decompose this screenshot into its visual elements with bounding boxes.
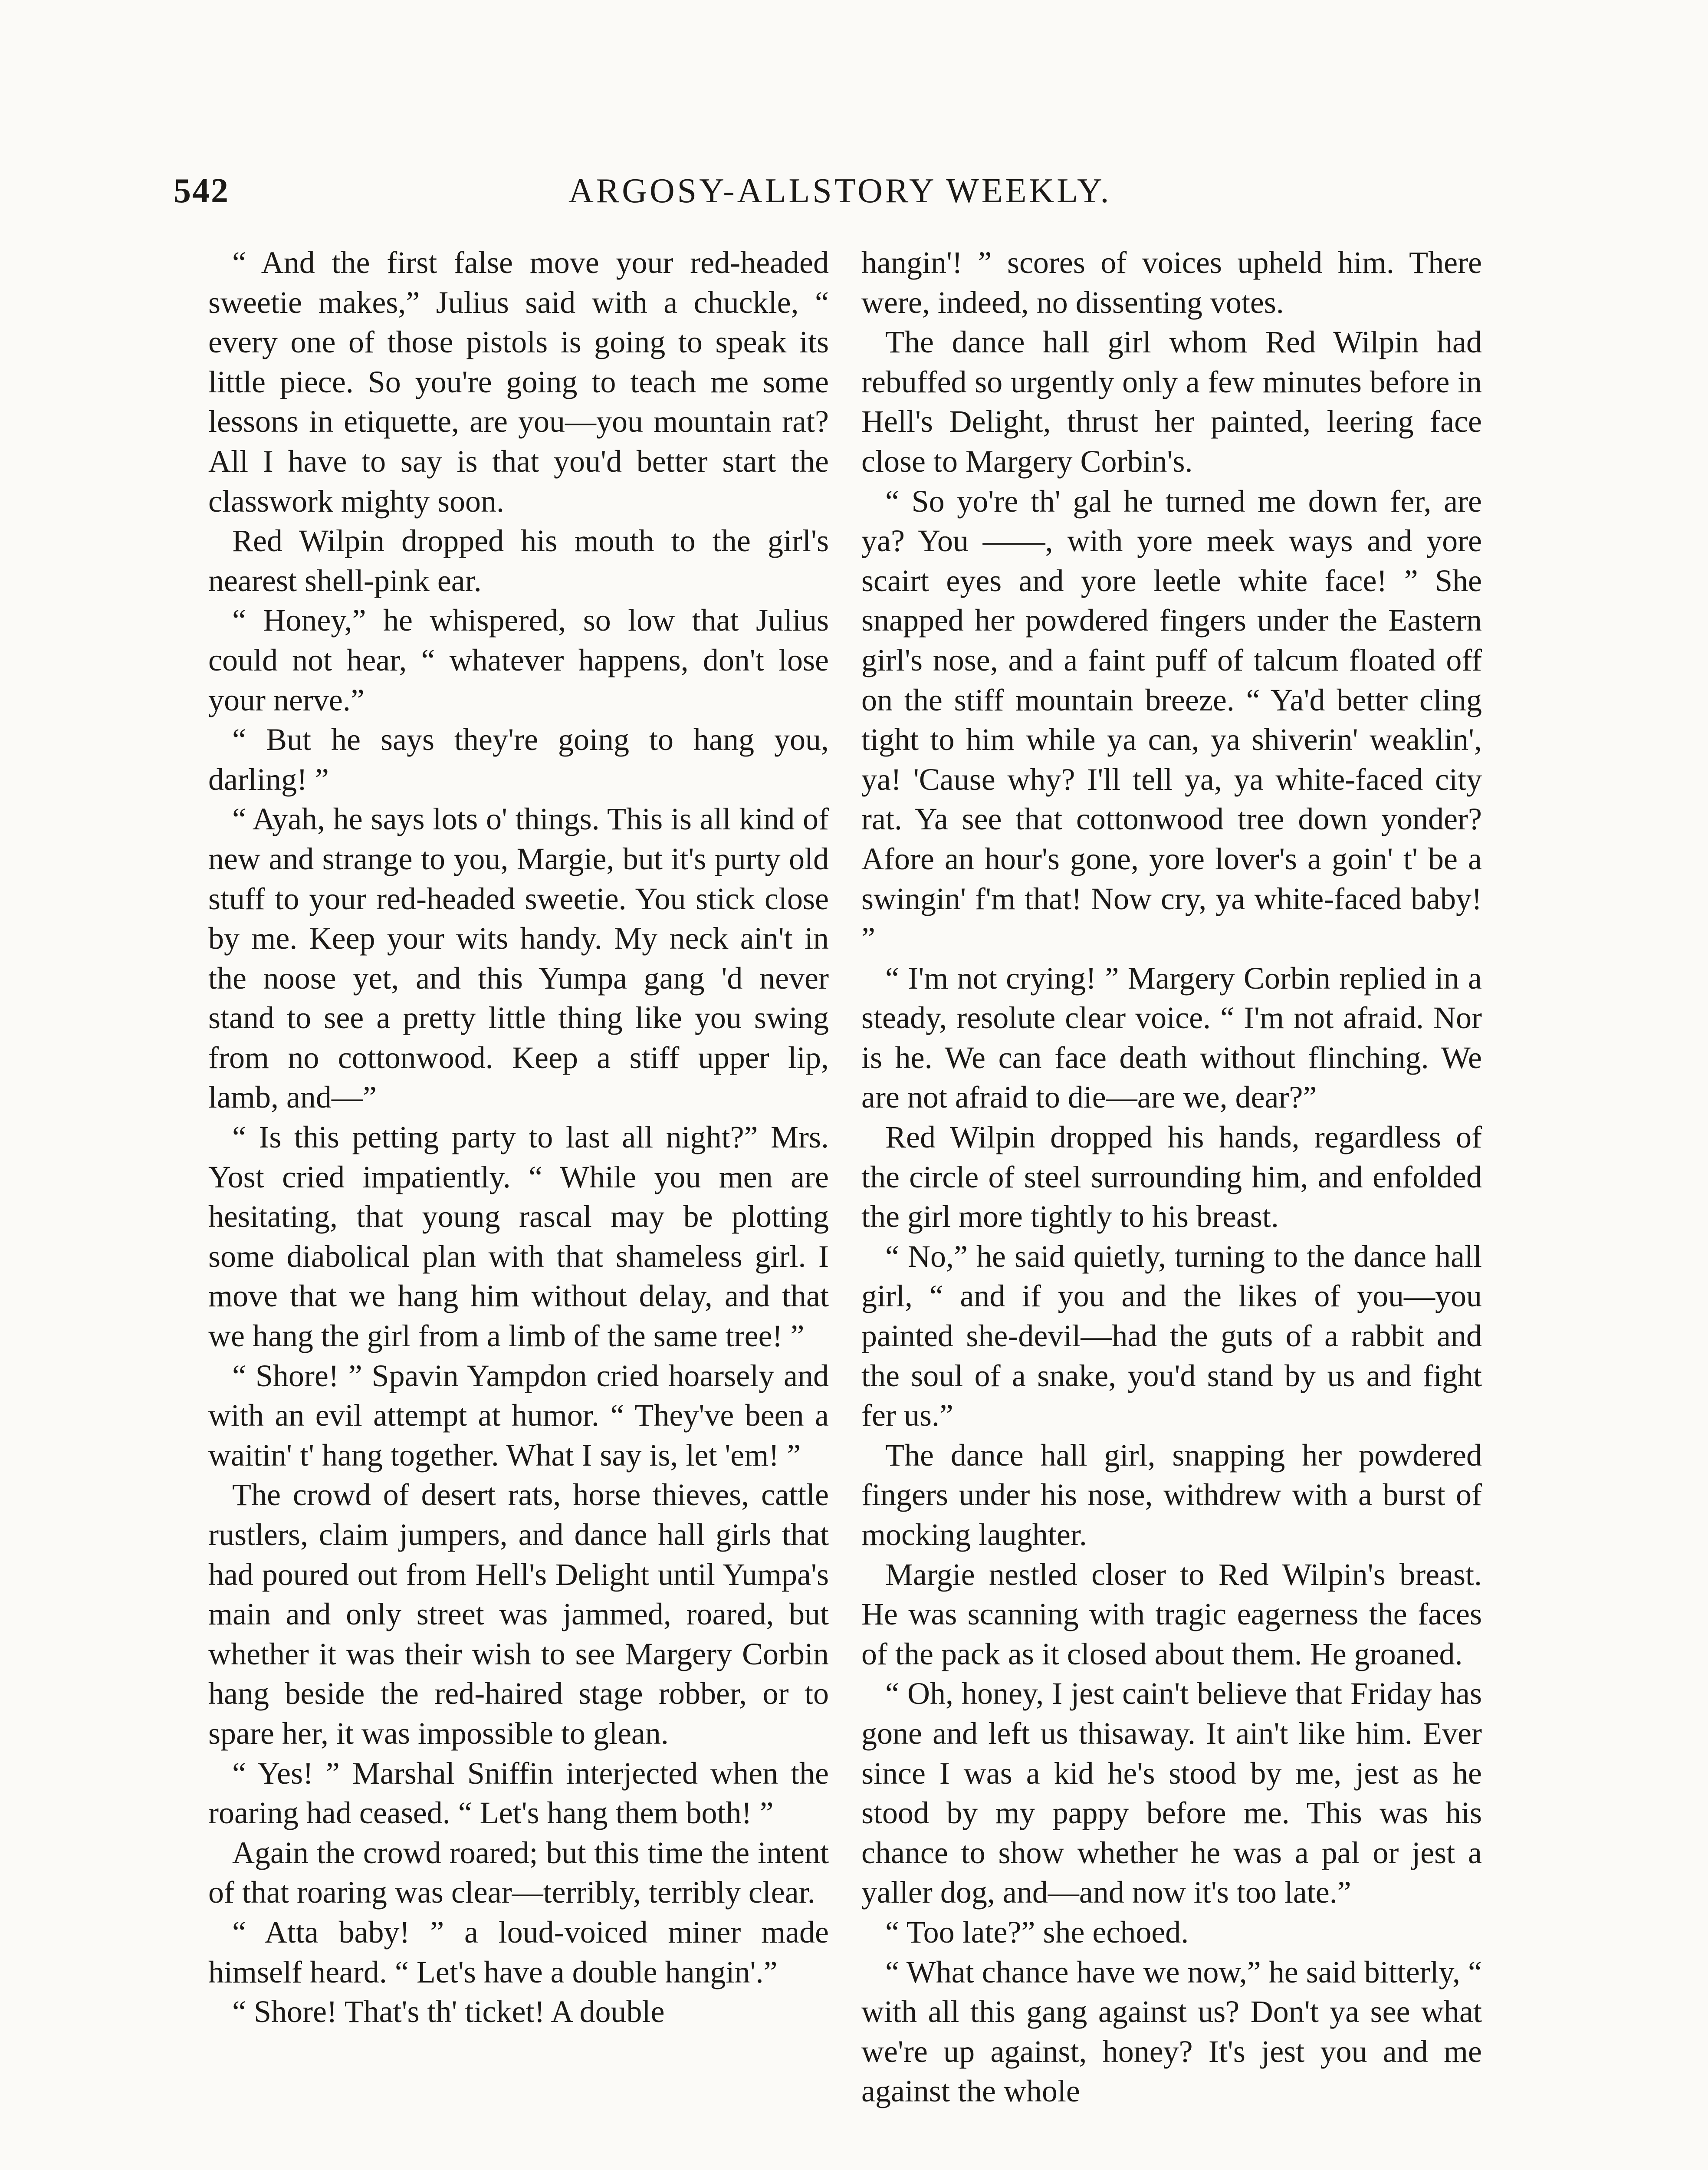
paragraph: “ Too late?” she echoed. — [885, 1914, 1189, 1950]
paragraph: “ No,” he said quietly, turning to the dance hall girl, “ and if you and the likes of you—you painted she-devil—had the guts of a rabbit and the soul of a snake, you'd stand by us and fight fer us.” — [861, 1239, 1482, 1433]
paragraph: “ Honey,” he whispered, so low that Julius could not hear, “ whatever happens, don't lose your nerve.” — [208, 603, 829, 717]
paragraph: “ So yo're th' gal he turned me down fer, are ya? You ——, with yore meek ways and yore scairt eyes and yore leetle white face! ” She snapped her powdered fingers under the Eastern girl's nose, and a faint puff of talcum floated off on the stiff mountain breeze. “ Ya'd better cling tight to him while ya can, ya shiverin' weaklin', ya! 'Cause why? I'll tell ya, ya white-faced city rat. Ya see that cottonwood tree down yonder? Afore an hour's gone, yore lover's a goin' t' be a swingin' f'm that! Now cry, ya white-faced baby! ” — [861, 483, 1482, 956]
paragraph: “ But he says they're going to hang you, darling! ” — [208, 722, 829, 797]
running-head: ARGOSY-ALLSTORY WEEKLY. — [568, 172, 1112, 210]
paragraph: “ Oh, honey, I jest cain't believe that Friday has gone and left us thisaway. It ain't like him. Ever since I was a kid he's stood by me, jest as he stood by my pappy before me. This was his chance to show whether he was a pal or jest a yaller dog, and—and now it's too late.” — [861, 1676, 1482, 1910]
paragraph: “ I'm not crying! ” Margery Corbin replied in a steady, resolute clear voice. “ I'm not afraid. Nor is he. We can face death without flinching. We are not afraid to die—are we, dear?” — [861, 960, 1482, 1115]
paragraph: “ What chance have we now,” he said bitterly, “ with all this gang against us? Don't ya see what we're up against, honey? It's jest you and me against the whole — [861, 1954, 1482, 2109]
paragraph: Again the crowd roared; but this time the intent of that roaring was clear—terribly, terribly clear. — [208, 1835, 829, 1910]
paragraph: Margie nestled closer to Red Wilpin's breast. He was scanning with tragic eagerness the faces of the pack as it closed about them. He groaned. — [861, 1557, 1482, 1671]
paragraph: “ Is this petting party to last all night?” Mrs. Yost cried impatiently. “ While you men are hesitating, that young rascal may be plotting some diabolical plan with that shameless girl. I move that we hang him without delay, and that we hang the girl from a limb of the same tree! ” — [208, 1120, 829, 1354]
paragraph: “ Shore! ” Spavin Yampdon cried hoarsely and with an evil attempt at humor. “ They've been a waitin' t' hang together. What I say is, let 'em! ” — [208, 1358, 829, 1473]
paragraph: Red Wilpin dropped his mouth to the girl's nearest shell-pink ear. — [208, 523, 829, 598]
paragraph: “ Ayah, he says lots o' things. This is all kind of new and strange to you, Margie, but it's purty old stuff to your red-headed sweetie. You stick close by me. Keep your wits handy. My neck ain't in the noose yet, and this Yumpa gang 'd never stand to see a pretty little thing like you swing from no cottonwood. Keep a stiff upper lip, lamb, and—” — [208, 802, 829, 1115]
left-column — [208, 243, 829, 2032]
paragraph: “ Yes! ” Marshal Sniffin interjected when the roaring had ceased. “ Let's hang them both! ” — [208, 1756, 829, 1831]
paragraph: Red Wilpin dropped his hands, regardless of the circle of steel surrounding him, and enfolded the girl more tightly to his breast. — [861, 1120, 1482, 1234]
paragraph: “ Shore! That's th' ticket! A double — [232, 1994, 665, 2029]
paragraph: “ Atta baby! ” a loud-voiced miner made himself heard. “ Let's have a double hangin'.” — [208, 1914, 829, 1989]
paragraph: The crowd of desert rats, horse thieves, cattle rustlers, claim jumpers, and dance hall girls that had poured out from Hell's Delight until Yumpa's main and only street was jammed, roared, but whether it was their wish to see Margery Corbin hang beside the red-haired stage robber, or to spare her, it was impossible to glean. — [208, 1477, 829, 1751]
paragraph: The dance hall girl whom Red Wilpin had rebuffed so urgently only a few minutes before in Hell's Delight, thrust her painted, leering face close to Margery Corbin's. — [861, 325, 1482, 479]
page-header — [174, 171, 1513, 219]
paragraph: hangin'! ” scores of voices upheld him. There were, indeed, no dissenting votes. — [861, 245, 1482, 320]
page-number: 542 — [174, 172, 230, 210]
paragraph: “ And the first false move your red-headed sweetie makes,” Julius said with a chuckle, “ every one of those pistols is going to speak its little piece. So you're going to teach me some lessons in etiquette, are you—you mountain rat? All I have to say is that you'd better start the classwork mighty soon. — [208, 245, 829, 519]
right-column — [861, 243, 1482, 2111]
paragraph: The dance hall girl, snapping her powdered fingers under his nose, withdrew with a burst of mocking laughter. — [861, 1437, 1482, 1552]
